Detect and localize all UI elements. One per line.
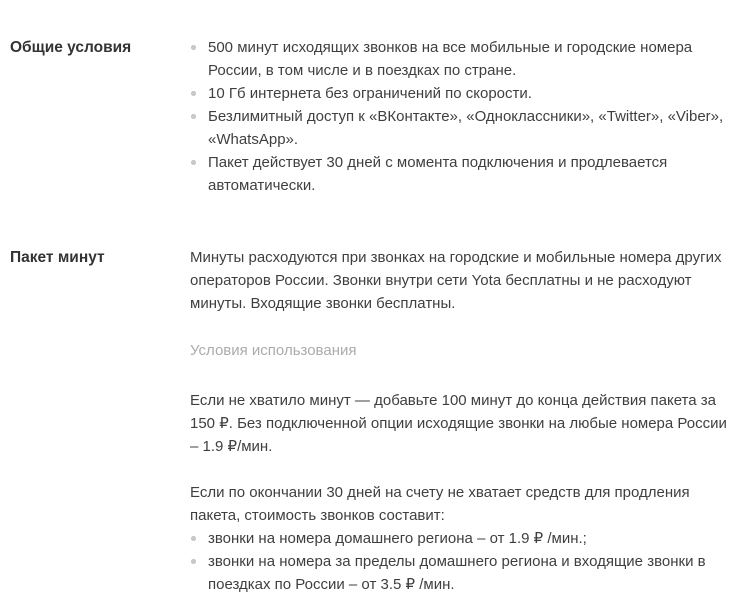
list-item-text: 10 Гб интернета без ограничений по скорости. — [208, 85, 532, 102]
bullet-dot-icon — [191, 559, 196, 564]
list-item — [190, 82, 727, 105]
usage-terms-subheading: Условия использования — [190, 342, 357, 359]
renewal-paragraph: Если по окончании 30 дней на счету не хватает средств для продления пакета, стоимость звонков составит: — [190, 484, 690, 524]
section-minutes-package — [10, 246, 729, 596]
list-item — [190, 105, 727, 151]
bullet-dot-icon — [191, 114, 196, 119]
general-terms-heading: Общие условия — [10, 39, 132, 56]
list-item-text: звонки на номера домашнего региона – от 1.9 ₽ /мин.; — [208, 530, 587, 547]
general-terms-bullet-list — [190, 36, 727, 197]
list-item — [190, 550, 727, 596]
add-minutes-paragraph: Если не хватило минут — добавьте 100 минут до конца действия пакета за 150 ₽. Без подключенной опции исходящие звонки на любые номера России – 1.9 ₽/мин. — [190, 392, 727, 455]
minutes-package-content — [190, 246, 727, 596]
list-item-text: Пакет действует 30 дней с момента подключения и продлевается автоматически. — [208, 154, 668, 194]
section-general-terms — [10, 36, 729, 197]
minutes-package-heading: Пакет минут — [10, 249, 105, 266]
list-item-text: 500 минут исходящих звонков на все мобильные и городские номера России, в том числе и в поездках по стране. — [208, 39, 693, 79]
general-terms-content — [190, 36, 727, 197]
minutes-intro-paragraph: Минуты расходуются при звонках на городские и мобильные номера других операторов России. Звонки внутри сети Yota бесплатны и не расходуют минуты. Входящие звонки бесплатны. — [190, 249, 722, 312]
list-item-text: Безлимитный доступ к «ВКонтакте», «Одноклассники», «Twitter», «Viber», «WhatsApp». — [208, 108, 724, 148]
bullet-dot-icon — [191, 91, 196, 96]
bullet-dot-icon — [191, 160, 196, 165]
list-item — [190, 151, 727, 197]
list-item-text: звонки на номера за пределы домашнего региона и входящие звонки в поездках по России – от 3.5 ₽ /мин. — [208, 553, 706, 593]
bullet-dot-icon — [191, 536, 196, 541]
list-item — [190, 527, 727, 550]
bullet-dot-icon — [191, 45, 196, 50]
list-item — [190, 36, 727, 82]
